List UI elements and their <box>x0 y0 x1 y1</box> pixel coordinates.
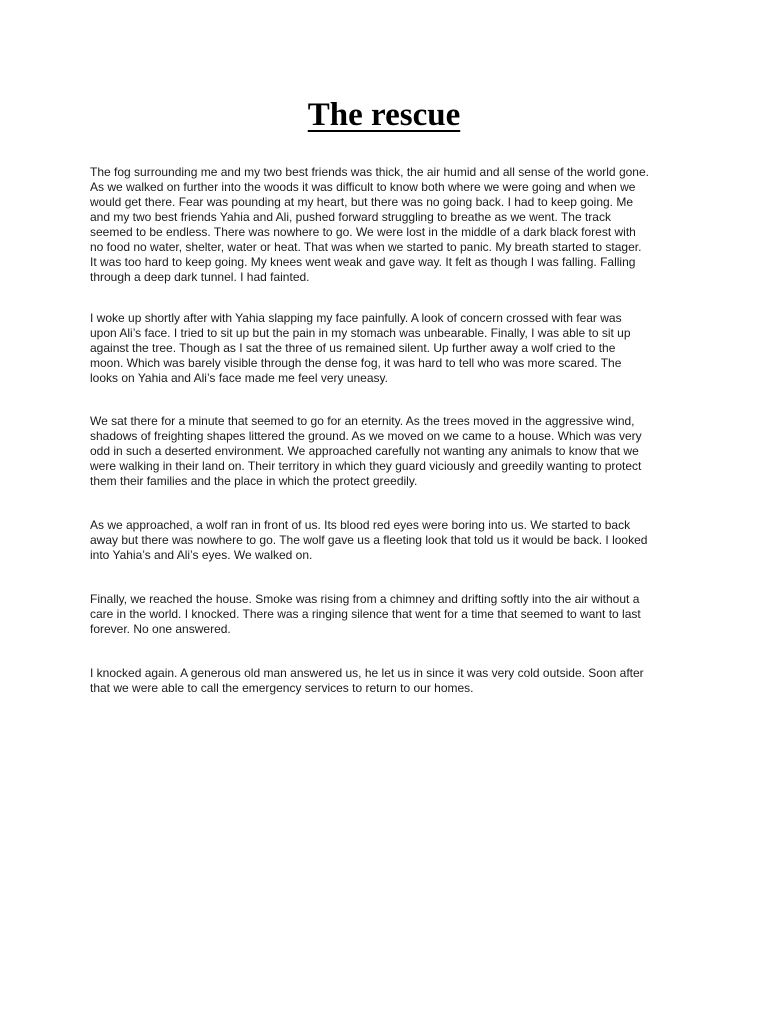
paragraph: I woke up shortly after with Yahia slapping my face painfully. A look of concern crossed with fear was upon Ali’s face. I tried to sit up but the pain in my stomach was unbearable. Finally, I was able to sit up against the tree. Though as I sat the three of us remained silent. Up further away a wolf cried to the moon. Which was barely visible through the dense fog, it was hard to tell who was more scared. The looks on Yahia and Ali’s face made me feel very uneasy. <box>90 311 631 385</box>
paragraph: We sat there for a minute that seemed to go for an eternity. As the trees moved in the aggressive wind, shadows of freighting shapes littered the ground. As we moved on we came to a house. Which was very odd in such a deserted environment. We approached carefully not wanting any animals to know that we were walking in their land on. Their territory in which they guard viciously and greedily wanting to protect them their families and the place in which the protect greedily. <box>90 414 642 488</box>
document-title-text: The rescue <box>307 97 461 133</box>
document-title <box>0 93 768 137</box>
paragraph: I knocked again. A generous old man answered us, he let us in since it was very cold outside. Soon after that we were able to call the emergency services to return to our homes. <box>90 666 644 695</box>
paragraph: The fog surrounding me and my two best friends was thick, the air humid and all sense of the world gone. As we walked on further into the woods it was difficult to know both where we were going and when we would get there. Fear was pounding at my heart, but there was no going back. I had to keep going. Me and my two best friends Yahia and Ali, pushed forward struggling to breathe as we went. The track seemed to be endless. There was nowhere to go. We were lost in the middle of a dark black forest with no food no water, shelter, water or heat. That was when we started to panic. My breath started to stager. It was too hard to keep going. My knees went weak and gave way. It felt as though I was falling. Falling through a deep dark tunnel. I had fainted. <box>90 165 649 284</box>
paragraph: As we approached, a wolf ran in front of us. Its blood red eyes were boring into us. We started to back away but there was nowhere to go. The wolf gave us a fleeting look that told us it would be back. I looked into Yahia’s and Ali’s eyes. We walked on. <box>90 518 648 562</box>
paragraph: Finally, we reached the house. Smoke was rising from a chimney and drifting softly into the air without a care in the world. I knocked. There was a ringing silence that went for a time that seemed to want to last forever. No one answered. <box>90 592 641 636</box>
